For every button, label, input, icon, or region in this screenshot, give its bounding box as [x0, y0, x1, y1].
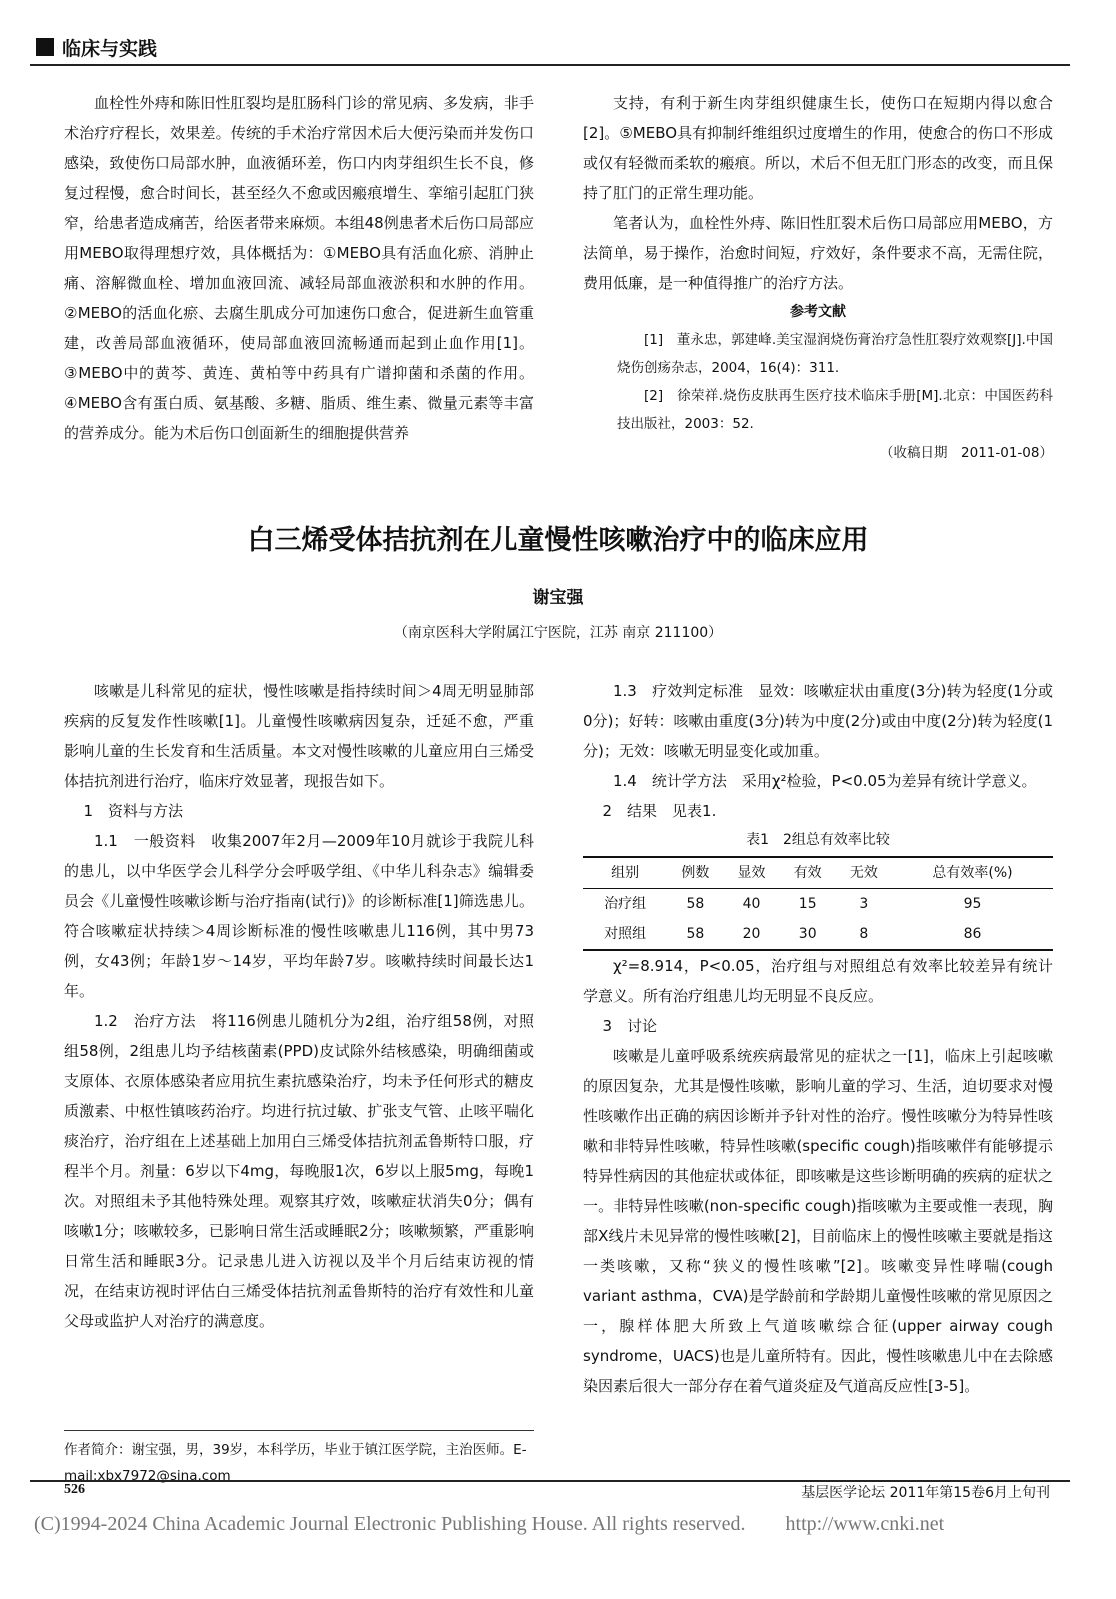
received-date: （收稿日期 2011-01-08） — [880, 445, 1053, 461]
table-header-cell: 有效 — [793, 865, 822, 881]
table-cell: 对照组 — [604, 926, 647, 942]
table-header-cell: 总有效率(%) — [932, 865, 1013, 881]
table-cell: 95 — [963, 896, 982, 912]
table-header-row — [583, 857, 1053, 889]
top-left-column — [64, 88, 534, 448]
section-header — [30, 30, 1070, 66]
table-cell: 40 — [742, 896, 761, 912]
table-row — [583, 919, 1053, 950]
table-cell: 30 — [798, 926, 817, 942]
table-row — [583, 889, 1053, 920]
table-cell: 治疗组 — [604, 896, 647, 912]
discussion-paragraph: 咳嗽是儿童呼吸系统疾病最常见的症状之一[1]，临床上引起咳嗽的原因复杂，尤其是慢性咳嗽，影响儿童的学习、生活，迫切要求对慢性咳嗽作出正确的病因诊断并予针对性的治疗。慢性咳嗽分为特异性咳嗽和非特异性咳嗽，特异性咳嗽(specific cough)指咳嗽伴有能够提示特异性病因的其他症状或体征，即咳嗽是这些诊断明确的疾病的症状之一。非特异性咳嗽(non-specific cough)指咳嗽为主要或惟一表现，胸部X线片未见异常的慢性咳嗽[2]，目前临床上的慢性咳嗽主要就是指这一类咳嗽，又称“狭义的慢性咳嗽”[2]。咳嗽变异性哮喘(cough variant asthma，CVA)是学龄前和学龄期儿童慢性咳嗽的常见原因之一，腺样体肥大所致上气道咳嗽综合征(upper airway cough syndrome，UACS)也是儿童所特有。因此，慢性咳嗽患儿中在去除感染因素后很大一部分存在着气道炎症及气道高反应性[3-5]。 — [583, 1047, 1053, 1395]
header-square-icon — [36, 38, 54, 56]
table-cell: 15 — [798, 896, 817, 912]
section-heading: 3 讨论 — [602, 1017, 658, 1035]
table-cell: 58 — [686, 926, 705, 942]
table-cell: 58 — [686, 896, 705, 912]
paragraph-1-2: 1.2 治疗方法 将116例患儿随机分为2组，治疗组58例，对照组58例，2组患儿均予结核菌素(PPD)皮试除外结核感染，明确细菌或支原体、衣原体感染者应用抗生素抗感染治疗，均未予任何形式的糖皮质激素、中枢性镇咳药治疗。均进行抗过敏、扩张支气管、止咳平喘化痰治疗，治疗组在上述基础上加用白三烯受体拮抗剂孟鲁斯特口服，疗程半个月。剂量：6岁以下4mg，每晚服1次，6岁以上服5mg，每晚1次。对照组未予其他特殊处理。观察其疗效，咳嗽症状消失0分；偶有咳嗽1分；咳嗽较多，已影响日常生活或睡眠2分；咳嗽频繁，严重影响日常生活和睡眠3分。记录患儿进入访视以及半个月后结束访视的情况，在结束访视时评估白三烯受体拮抗剂孟鲁斯特的治疗有效性和儿童父母或监护人对治疗的满意度。 — [64, 1012, 534, 1330]
section-heading: 1 资料与方法 — [83, 802, 184, 820]
section-title: 临床与实践 — [62, 38, 158, 60]
author-footnote: 作者简介：谢宝强，男，39岁，本科学历，毕业于镇江医学院，主治医师。E-mail:xbx7972@sina.com — [64, 1430, 534, 1489]
table-cell: 3 — [859, 896, 869, 912]
paragraph-1-1: 1.1 一般资料 收集2007年2月—2009年10月就诊于我院儿科的患儿，以中华医学会儿科学分会呼吸学组、《中华儿科杂志》编辑委员会《儿童慢性咳嗽诊断与治疗指南(试行)》的诊断标准[1]筛选患儿。符合咳嗽症状持续＞4周诊断标准的慢性咳嗽患儿116例，其中男73例，女43例；年龄1岁～14岁，平均年龄7岁。咳嗽持续时间最长达1年。 — [64, 832, 534, 1000]
table-header-cell: 显效 — [737, 865, 766, 881]
table-header-cell: 例数 — [681, 865, 710, 881]
top-right-paragraph-2: 笔者认为，血栓性外痔、陈旧性肛裂术后伤口局部应用MEBO，方法简单，易于操作，治愈时间短，疗效好，条件要求不高，无需住院，费用低廉，是一种值得推广的治疗方法。 — [583, 214, 1053, 292]
page-number: 526 — [64, 1482, 85, 1497]
journal-info: 基层医学论坛 2011年第15卷6月上旬刊 — [801, 1485, 1050, 1501]
table-caption: 表1 2组总有效率比较 — [746, 832, 890, 848]
references-title: 参考文献 — [790, 304, 846, 320]
table-cell: 86 — [963, 926, 982, 942]
top-left-paragraph: 血栓性外痔和陈旧性肛裂均是肛肠科门诊的常见病、多发病，非手术治疗疗程长，效果差。传统的手术治疗常因术后大便污染而并发伤口感染，致使伤口局部水肿，血液循环差，伤口内肉芽组织生长不良，修复过程慢，愈合时间长，甚至经久不愈或因瘢痕增生、挛缩引起肛门狭窄，给患者造成痛苦，给医者带来麻烦。本组48例患者术后伤口局部应用MEBO取得理想疗效，具体概括为：①MEBO具有活血化瘀、消肿止痛、溶解微血栓、增加血液回流、减轻局部血液淤积和水肿的作用。②MEBO的活血化瘀、去腐生肌成分可加速伤口愈合，促进新生血管重建，改善局部血液循环，使局部血液回流畅通而起到止血作用[1]。③MEBO中的黄芩、黄连、黄柏等中药具有广谱抑菌和杀菌的作用。④MEBO含有蛋白质、氨基酸、多糖、脂质、维生素、微量元素等丰富的营养成分。能为术后伤口创面新生的细胞提供营养 — [64, 94, 534, 442]
table-header-cell: 组别 — [611, 865, 640, 881]
paragraph-1-3: 1.3 疗效判定标准 显效：咳嗽症状由重度(3分)转为轻度(1分或0分)；好转：咳嗽由重度(3分)转为中度(2分)或由中度(2分)转为轻度(1分)；无效：咳嗽无明显变化或加重。 — [583, 682, 1053, 760]
article-title: 白三烯受体拮抗剂在儿童慢性咳嗽治疗中的临床应用 — [247, 525, 869, 556]
intro-paragraph: 咳嗽是儿科常见的症状，慢性咳嗽是指持续时间＞4周无明显肺部疾病的反复发作性咳嗽[1]。儿童慢性咳嗽病因复杂，迁延不愈，严重影响儿童的生长发育和生活质量。本文对慢性咳嗽的儿童应用白三烯受体拮抗剂进行治疗，临床疗效显著，现报告如下。 — [64, 682, 534, 790]
top-right-paragraph-1: 支持，有利于新生肉芽组织健康生长，使伤口在短期内得以愈合[2]。⑤MEBO具有抑制纤维组织过度增生的作用，使愈合的伤口不形成或仅有轻微而柔软的瘢痕。所以，术后不但无肛门形态的改变，而且保持了肛门的正常生理功能。 — [583, 94, 1053, 202]
table-cell: 8 — [859, 926, 869, 942]
main-right-column — [583, 676, 1053, 1401]
article-affiliation: （南京医科大学附属江宁医院，江苏 南京 211100） — [393, 625, 723, 641]
section-heading: 2 结果 见表1. — [602, 802, 717, 820]
results-table — [583, 856, 1053, 951]
top-right-column — [583, 88, 1053, 468]
table-cell: 20 — [742, 926, 761, 942]
article-author: 谢宝强 — [532, 588, 584, 608]
reference-item: [1] 董永忠，郭建峰.美宝湿润烧伤膏治疗急性肛裂疗效观察[J].中国烧伤创疡杂志，2004，16(4)：311. — [617, 332, 1053, 376]
reference-item: [2] 徐荣祥.烧伤皮肤再生医疗技术临床手册[M].北京：中国医药科技出版社，2003：52. — [617, 388, 1053, 432]
main-left-column — [64, 676, 534, 1336]
table-header-cell: 无效 — [849, 865, 878, 881]
after-table-paragraph: χ²=8.914，P<0.05，治疗组与对照组总有效率比较差异有统计学意义。所有治疗组患儿均无明显不良反应。 — [583, 957, 1053, 1005]
paragraph-1-4: 1.4 统计学方法 采用χ²检验，P<0.05为差异有统计学意义。 — [613, 772, 1037, 790]
copyright-notice: (C)1994-2024 China Academic Journal Electronic Publishing House. All rights reserved. http://www.cnki.net — [34, 1513, 945, 1535]
